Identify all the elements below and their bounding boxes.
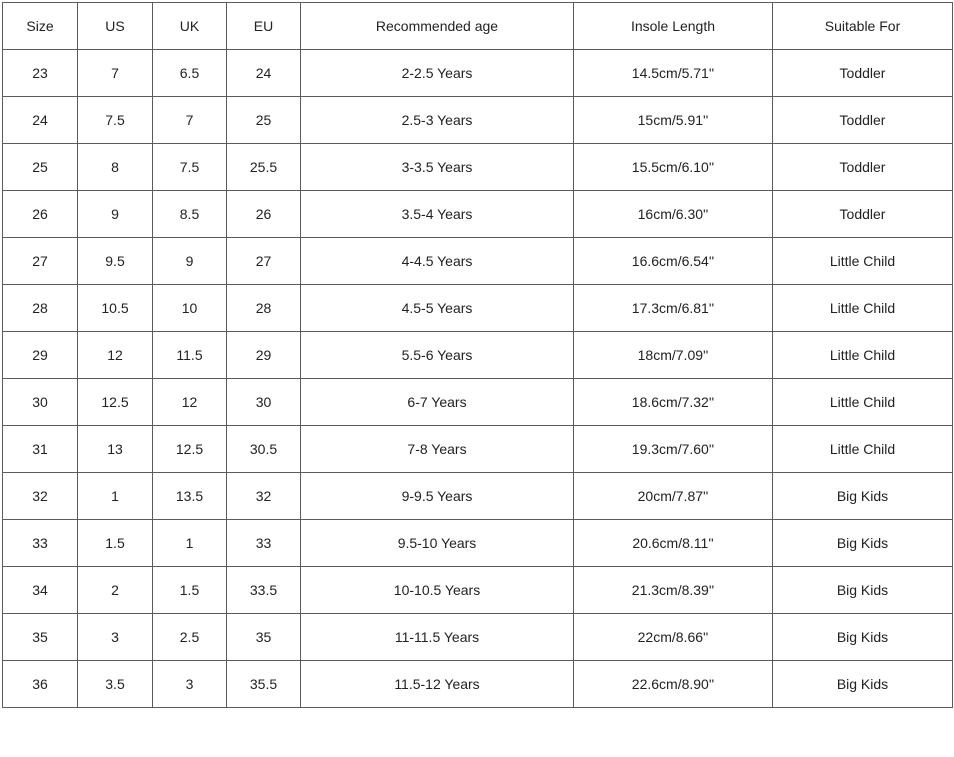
cell-insole-length: 15.5cm/6.10'' [574,144,773,191]
cell-us: 2 [78,567,153,614]
header-size: Size [3,3,78,50]
cell-size: 31 [3,426,78,473]
cell-size: 23 [3,50,78,97]
cell-insole-length: 19.3cm/7.60'' [574,426,773,473]
header-recommended-age: Recommended age [301,3,574,50]
cell-eu: 24 [227,50,301,97]
table-row [3,50,953,97]
cell-eu: 29 [227,332,301,379]
cell-eu: 27 [227,238,301,285]
cell-eu: 35.5 [227,661,301,708]
cell-recommended-age: 3-3.5 Years [301,144,574,191]
cell-eu: 32 [227,473,301,520]
cell-eu: 35 [227,614,301,661]
cell-recommended-age: 9-9.5 Years [301,473,574,520]
cell-suitable-for: Big Kids [773,473,953,520]
cell-eu: 28 [227,285,301,332]
table-row [3,97,953,144]
cell-size: 28 [3,285,78,332]
cell-recommended-age: 7-8 Years [301,426,574,473]
table-row [3,332,953,379]
header-uk: UK [153,3,227,50]
table-body [3,50,953,708]
cell-suitable-for: Little Child [773,332,953,379]
cell-insole-length: 22cm/8.66'' [574,614,773,661]
header-insole-length: Insole Length [574,3,773,50]
cell-size: 35 [3,614,78,661]
header-row [3,3,953,50]
cell-suitable-for: Little Child [773,238,953,285]
cell-insole-length: 17.3cm/6.81'' [574,285,773,332]
cell-recommended-age: 2.5-3 Years [301,97,574,144]
cell-insole-length: 16.6cm/6.54'' [574,238,773,285]
cell-insole-length: 20.6cm/8.11'' [574,520,773,567]
cell-eu: 30 [227,379,301,426]
cell-us: 7.5 [78,97,153,144]
table-row [3,520,953,567]
table-row [3,661,953,708]
cell-suitable-for: Big Kids [773,567,953,614]
cell-uk: 1 [153,520,227,567]
cell-us: 12 [78,332,153,379]
cell-uk: 6.5 [153,50,227,97]
cell-uk: 2.5 [153,614,227,661]
cell-size: 36 [3,661,78,708]
cell-size: 32 [3,473,78,520]
cell-us: 3 [78,614,153,661]
cell-recommended-age: 11.5-12 Years [301,661,574,708]
cell-us: 7 [78,50,153,97]
cell-suitable-for: Toddler [773,144,953,191]
cell-suitable-for: Toddler [773,50,953,97]
cell-us: 13 [78,426,153,473]
header-suitable-for: Suitable For [773,3,953,50]
cell-recommended-age: 5.5-6 Years [301,332,574,379]
cell-size: 30 [3,379,78,426]
cell-recommended-age: 11-11.5 Years [301,614,574,661]
cell-eu: 33 [227,520,301,567]
cell-recommended-age: 4-4.5 Years [301,238,574,285]
cell-insole-length: 18cm/7.09'' [574,332,773,379]
cell-size: 34 [3,567,78,614]
cell-eu: 30.5 [227,426,301,473]
cell-insole-length: 21.3cm/8.39'' [574,567,773,614]
cell-uk: 13.5 [153,473,227,520]
cell-uk: 10 [153,285,227,332]
cell-size: 26 [3,191,78,238]
cell-suitable-for: Big Kids [773,520,953,567]
cell-eu: 25 [227,97,301,144]
cell-uk: 7 [153,97,227,144]
cell-suitable-for: Little Child [773,379,953,426]
cell-insole-length: 22.6cm/8.90'' [574,661,773,708]
cell-us: 3.5 [78,661,153,708]
cell-uk: 1.5 [153,567,227,614]
cell-size: 25 [3,144,78,191]
cell-insole-length: 16cm/6.30'' [574,191,773,238]
table-row [3,567,953,614]
cell-us: 9 [78,191,153,238]
cell-recommended-age: 2-2.5 Years [301,50,574,97]
cell-recommended-age: 10-10.5 Years [301,567,574,614]
cell-uk: 7.5 [153,144,227,191]
cell-suitable-for: Big Kids [773,614,953,661]
cell-recommended-age: 3.5-4 Years [301,191,574,238]
cell-suitable-for: Little Child [773,426,953,473]
cell-size: 24 [3,97,78,144]
cell-suitable-for: Little Child [773,285,953,332]
cell-insole-length: 18.6cm/7.32'' [574,379,773,426]
table-row [3,473,953,520]
cell-uk: 11.5 [153,332,227,379]
cell-uk: 8.5 [153,191,227,238]
header-us: US [78,3,153,50]
table-row [3,144,953,191]
cell-uk: 3 [153,661,227,708]
table-row [3,285,953,332]
cell-suitable-for: Big Kids [773,661,953,708]
cell-size: 29 [3,332,78,379]
cell-us: 12.5 [78,379,153,426]
cell-recommended-age: 9.5-10 Years [301,520,574,567]
cell-uk: 12 [153,379,227,426]
cell-us: 10.5 [78,285,153,332]
table-header [3,3,953,50]
cell-uk: 12.5 [153,426,227,473]
cell-size: 27 [3,238,78,285]
table-row [3,614,953,661]
cell-size: 33 [3,520,78,567]
cell-uk: 9 [153,238,227,285]
cell-us: 1 [78,473,153,520]
table-row [3,191,953,238]
cell-insole-length: 20cm/7.87'' [574,473,773,520]
cell-eu: 33.5 [227,567,301,614]
cell-us: 8 [78,144,153,191]
cell-insole-length: 15cm/5.91'' [574,97,773,144]
cell-suitable-for: Toddler [773,97,953,144]
cell-suitable-for: Toddler [773,191,953,238]
table-row [3,379,953,426]
cell-recommended-age: 4.5-5 Years [301,285,574,332]
header-eu: EU [227,3,301,50]
size-chart-table [2,2,953,708]
cell-us: 1.5 [78,520,153,567]
cell-insole-length: 14.5cm/5.71'' [574,50,773,97]
cell-eu: 25.5 [227,144,301,191]
table-row [3,426,953,473]
cell-eu: 26 [227,191,301,238]
table-row [3,238,953,285]
cell-recommended-age: 6-7 Years [301,379,574,426]
cell-us: 9.5 [78,238,153,285]
